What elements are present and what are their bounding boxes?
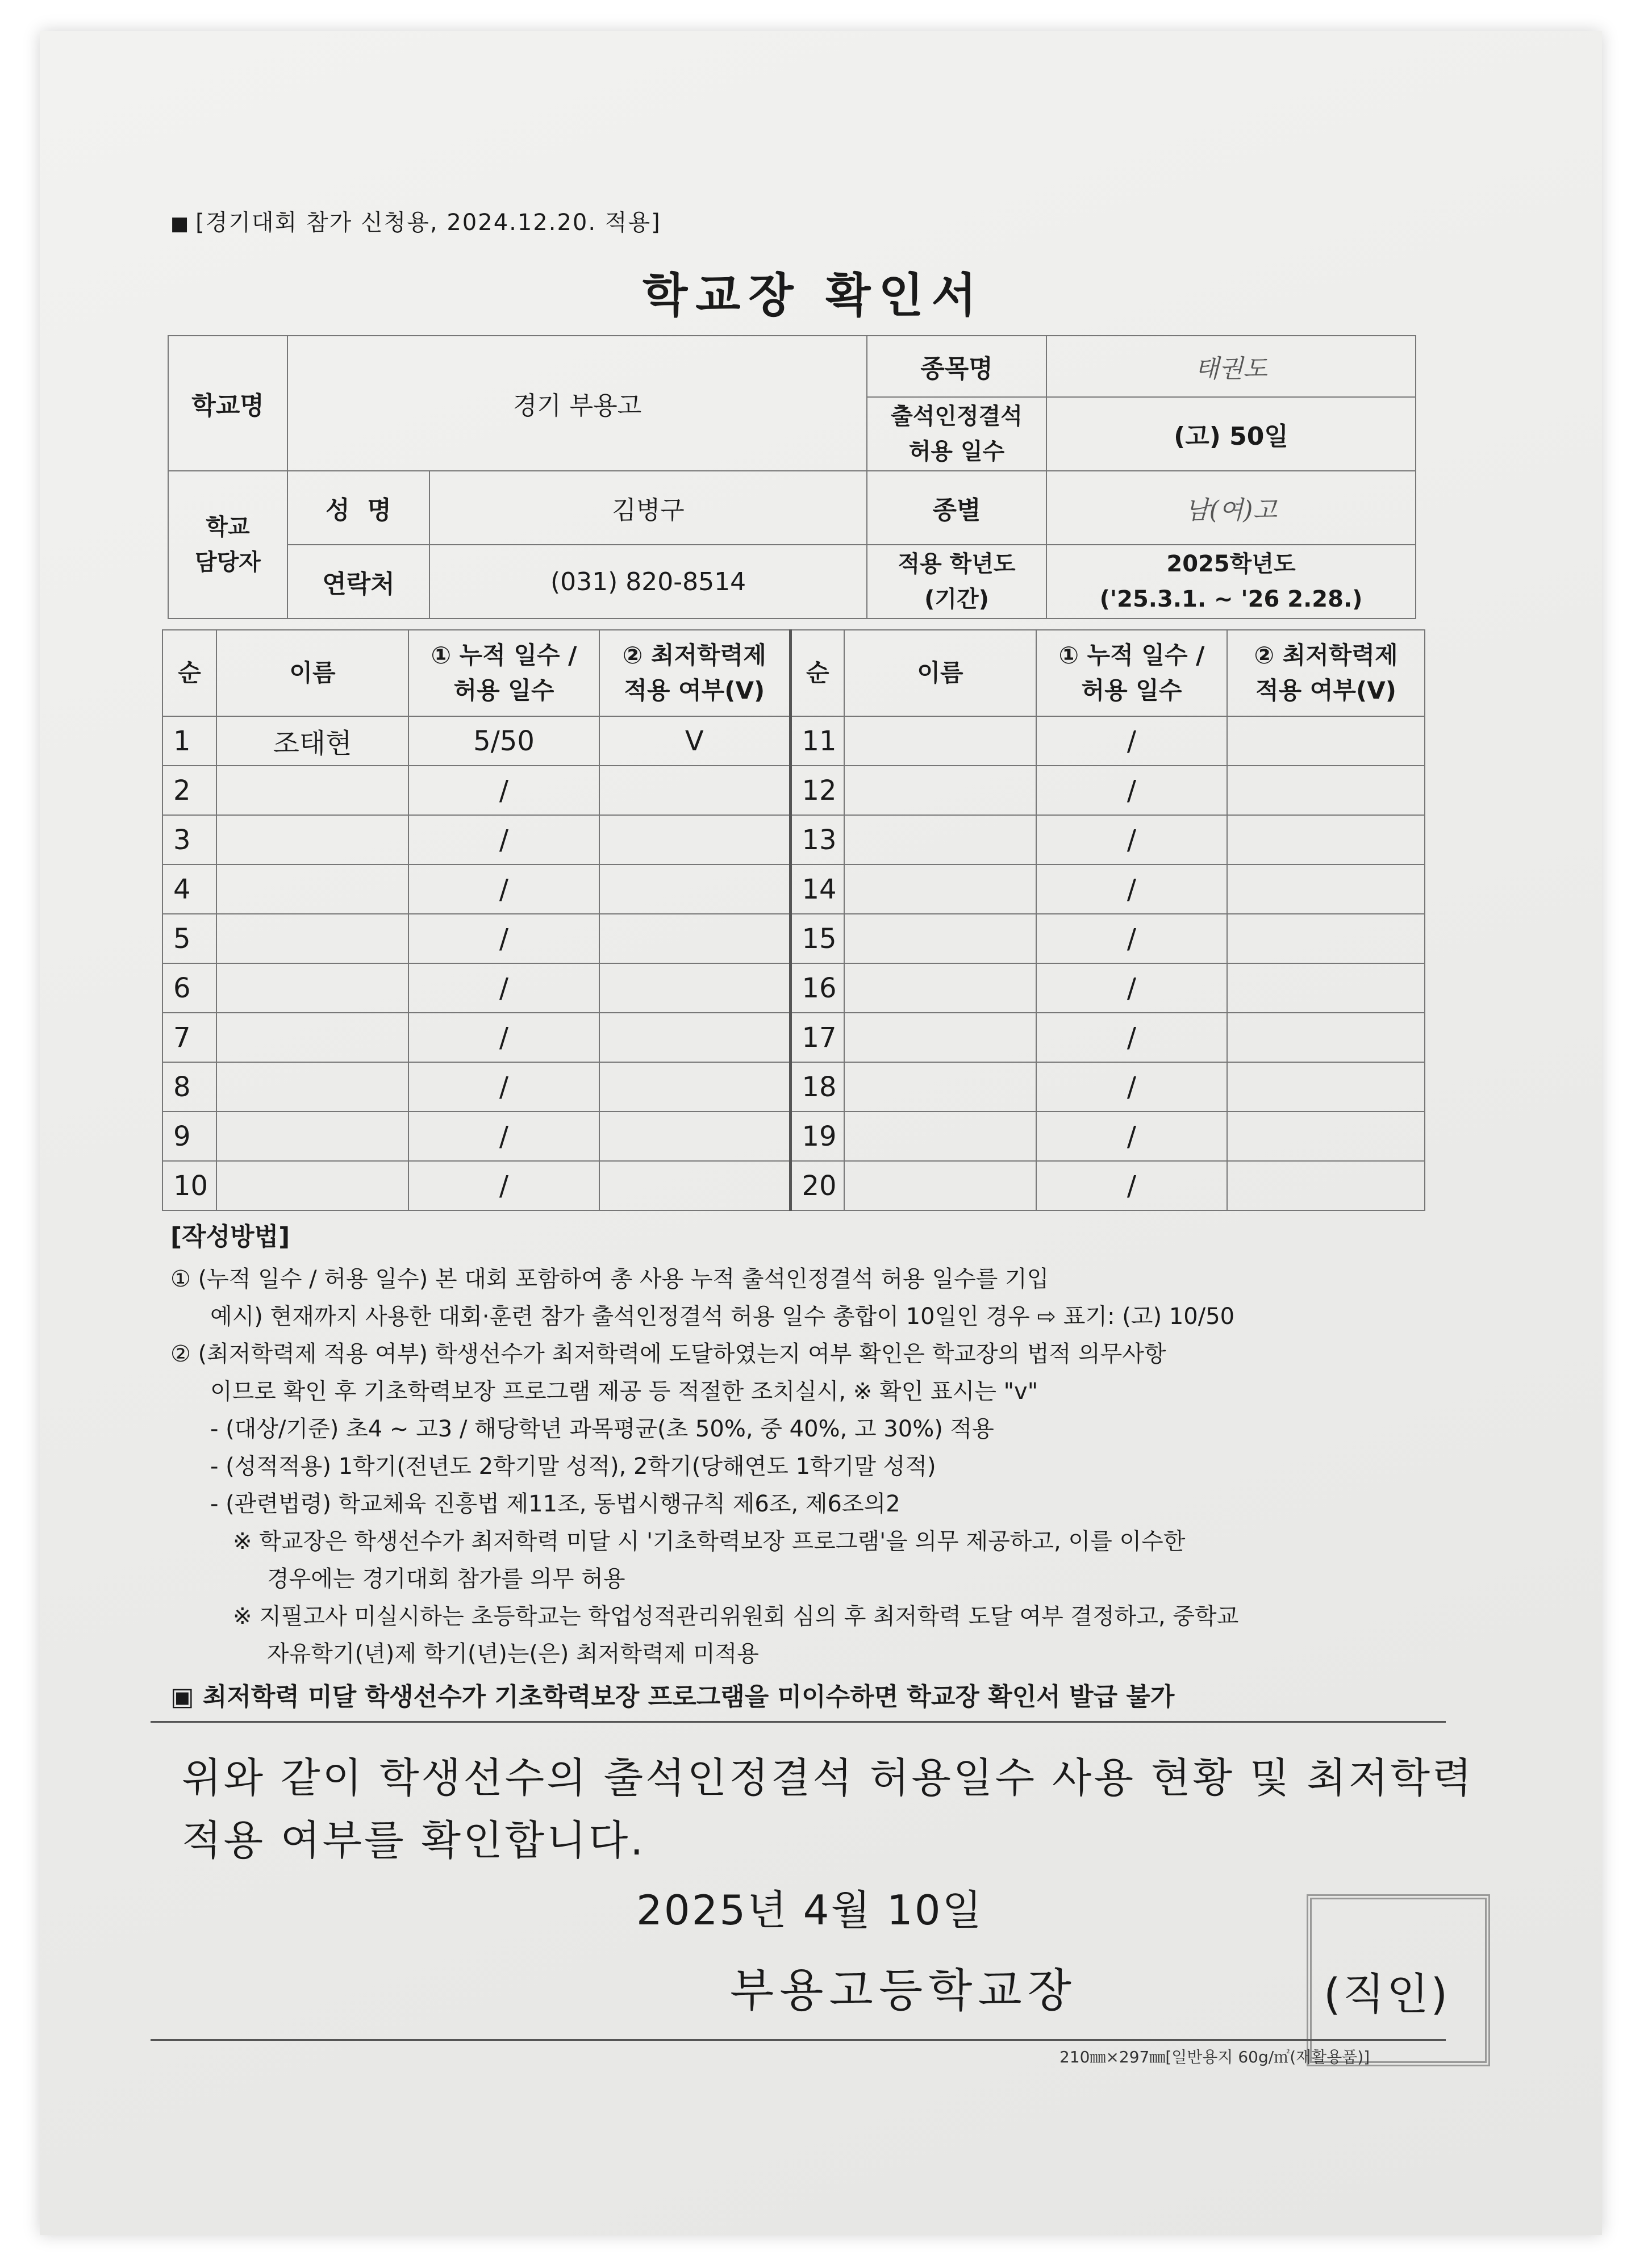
writing-method bbox=[170, 1218, 1449, 1716]
table-row bbox=[162, 963, 1425, 1013]
name-value: 김병구 bbox=[429, 471, 867, 545]
row-name bbox=[216, 766, 408, 815]
row-name bbox=[216, 1062, 408, 1112]
manager-label-line1: 학교 bbox=[206, 514, 250, 540]
row-min bbox=[599, 1013, 790, 1062]
row-min bbox=[1227, 914, 1425, 963]
row-name bbox=[844, 716, 1036, 766]
row-name bbox=[216, 815, 408, 864]
row-name bbox=[216, 1013, 408, 1062]
table-row bbox=[162, 815, 1425, 864]
row-days: / bbox=[408, 815, 599, 864]
sport-label: 종목명 bbox=[867, 336, 1046, 397]
row-days: / bbox=[408, 1062, 599, 1112]
table-row bbox=[162, 1013, 1425, 1062]
issue-date: 2025년 4월 10일 bbox=[636, 1886, 984, 1934]
row-name bbox=[216, 864, 408, 914]
row-name bbox=[844, 1161, 1036, 1210]
row-days: / bbox=[1036, 963, 1227, 1013]
year-label-line2: (기간) bbox=[924, 586, 989, 612]
year-value-line2: ('25.3.1. ~ '26 2.28.) bbox=[1099, 586, 1363, 612]
gender-value: 남(여)고 bbox=[1046, 471, 1416, 545]
row-number: 7 bbox=[162, 1013, 216, 1062]
year-label bbox=[867, 545, 1046, 619]
name-label: 성 명 bbox=[287, 471, 429, 545]
row-days: / bbox=[1036, 716, 1227, 766]
header-min bbox=[599, 630, 790, 716]
divider bbox=[151, 2039, 1446, 2041]
row-min bbox=[599, 1161, 790, 1210]
row-number: 12 bbox=[790, 766, 844, 815]
row-number: 17 bbox=[790, 1013, 844, 1062]
header-min-line1: ② 최저학력제 bbox=[622, 641, 766, 669]
manager-label-line2: 담당자 bbox=[195, 549, 261, 575]
header-days-line1: ① 누적 일수 / bbox=[1058, 641, 1205, 669]
row-min bbox=[1227, 1013, 1425, 1062]
row-number: 1 bbox=[162, 716, 216, 766]
row-days: / bbox=[408, 1112, 599, 1161]
row-name bbox=[844, 864, 1036, 914]
row-name bbox=[844, 815, 1036, 864]
header-days-line2: 허용 일수 bbox=[1081, 676, 1182, 704]
row-name bbox=[216, 914, 408, 963]
method-line: 이므로 확인 후 기초학력보장 프로그램 제공 등 적절한 조치실시, ※ 확인 표시는 "v" bbox=[210, 1379, 1038, 1405]
row-days: 5/50 bbox=[408, 716, 599, 766]
header-no: 순 bbox=[162, 630, 216, 716]
row-min bbox=[1227, 1161, 1425, 1210]
row-days: / bbox=[408, 1013, 599, 1062]
row-name bbox=[844, 766, 1036, 815]
header-note-text: [경기대회 참가 신청용, 2024.12.20. 적용] bbox=[195, 210, 661, 236]
method-line: ① (누적 일수 / 허용 일수) 본 대회 포함하여 총 사용 누적 출석인정결석 허용 일수를 기입 bbox=[170, 1266, 1049, 1292]
row-name bbox=[844, 914, 1036, 963]
year-value-line1: 2025학년도 bbox=[1166, 551, 1296, 577]
row-name bbox=[844, 1013, 1036, 1062]
row-min bbox=[599, 766, 790, 815]
row-days: / bbox=[1036, 766, 1227, 815]
table-row bbox=[162, 1112, 1425, 1161]
row-number: 13 bbox=[790, 815, 844, 864]
table-row bbox=[162, 716, 1425, 766]
allowed-days-value: (고) 50일 bbox=[1046, 397, 1416, 471]
header-days bbox=[1036, 630, 1227, 716]
allowed-days-label bbox=[867, 397, 1046, 471]
row-name bbox=[844, 1112, 1036, 1161]
row-days: / bbox=[408, 766, 599, 815]
allowed-days-label-line2: 허용 일수 bbox=[908, 438, 1005, 465]
square-bullet-icon: ■ bbox=[170, 212, 190, 235]
info-table bbox=[168, 335, 1416, 619]
gender-label: 종별 bbox=[867, 471, 1046, 545]
arrow-box-icon: ▣ bbox=[170, 1682, 203, 1711]
row-number: 10 bbox=[162, 1161, 216, 1210]
row-days: / bbox=[408, 914, 599, 963]
row-min bbox=[1227, 766, 1425, 815]
seal-label: (직인) bbox=[1324, 1969, 1450, 2019]
row-min bbox=[1227, 963, 1425, 1013]
row-min: V bbox=[599, 716, 790, 766]
row-days: / bbox=[1036, 1161, 1227, 1210]
row-min bbox=[599, 1112, 790, 1161]
method-line: - (성적적용) 1학기(전년도 2학기말 성적), 2학기(당해연도 1학기말 성적) bbox=[210, 1453, 936, 1480]
header-days-line2: 허용 일수 bbox=[453, 676, 554, 704]
row-days: / bbox=[408, 1161, 599, 1210]
confirmation-line2: 적용 여부를 확인합니다. bbox=[182, 1816, 646, 1864]
allowed-days-label-line1: 출석인정결석 bbox=[891, 403, 1023, 429]
row-days: / bbox=[1036, 815, 1227, 864]
row-name bbox=[216, 1161, 408, 1210]
method-line: ② (최저학력제 적용 여부) 학생선수가 최저학력에 도달하였는지 여부 확인은 학교장의 법적 의무사항 bbox=[170, 1341, 1166, 1367]
row-min bbox=[1227, 1112, 1425, 1161]
row-min bbox=[1227, 716, 1425, 766]
method-line: - (대상/기준) 초4 ~ 고3 / 해당학년 과목평균(초 50%, 중 40%, 고 30%) 적용 bbox=[210, 1416, 994, 1442]
divider bbox=[151, 1721, 1446, 1723]
row-name bbox=[216, 963, 408, 1013]
row-days: / bbox=[1036, 864, 1227, 914]
manager-label bbox=[168, 471, 287, 619]
row-number: 2 bbox=[162, 766, 216, 815]
row-name: 조태현 bbox=[216, 716, 408, 766]
header-min-line2: 적용 여부(V) bbox=[1255, 676, 1396, 704]
header-min-line2: 적용 여부(V) bbox=[624, 676, 765, 704]
table-row bbox=[162, 1161, 1425, 1210]
row-number: 8 bbox=[162, 1062, 216, 1112]
row-number: 18 bbox=[790, 1062, 844, 1112]
roster-table bbox=[162, 629, 1425, 1211]
row-number: 20 bbox=[790, 1161, 844, 1210]
row-days: / bbox=[1036, 1112, 1227, 1161]
row-number: 6 bbox=[162, 963, 216, 1013]
row-min bbox=[1227, 1062, 1425, 1112]
row-name bbox=[216, 1112, 408, 1161]
row-min bbox=[1227, 815, 1425, 864]
row-number: 11 bbox=[790, 716, 844, 766]
row-min bbox=[599, 815, 790, 864]
method-line: 경우에는 경기대회 참가를 의무 허용 bbox=[267, 1566, 625, 1592]
contact-value: (031) 820-8514 bbox=[429, 545, 867, 619]
school-label: 학교명 bbox=[168, 336, 287, 471]
header-min-line1: ② 최저학력제 bbox=[1254, 641, 1398, 669]
method-line: - (관련법령) 학교체육 진흥법 제11조, 동법시행규칙 제6조, 제6조의2 bbox=[210, 1491, 900, 1517]
table-row bbox=[162, 864, 1425, 914]
method-line: ※ 학교장은 학생선수가 최저학력 미달 시 '기초학력보장 프로그램'을 의무 제공하고, 이를 이수한 bbox=[233, 1528, 1186, 1555]
row-min bbox=[599, 963, 790, 1013]
table-row bbox=[162, 914, 1425, 963]
header-no: 순 bbox=[790, 630, 844, 716]
paper-spec-note: 210㎜×297㎜[일반용지 60g/㎡(재활용품)] bbox=[1059, 2048, 1370, 2066]
warning-text: 최저학력 미달 학생선수가 기초학력보장 프로그램을 미이수하면 학교장 확인서 발급 불가 bbox=[202, 1682, 1175, 1711]
row-days: / bbox=[408, 963, 599, 1013]
row-days: / bbox=[1036, 1013, 1227, 1062]
row-days: / bbox=[1036, 914, 1227, 963]
method-heading: [작성방법] bbox=[170, 1222, 290, 1251]
row-number: 9 bbox=[162, 1112, 216, 1161]
header-days bbox=[408, 630, 599, 716]
header-name: 이름 bbox=[216, 630, 408, 716]
row-number: 15 bbox=[790, 914, 844, 963]
row-number: 19 bbox=[790, 1112, 844, 1161]
warning-line bbox=[170, 1678, 1449, 1716]
row-days: / bbox=[1036, 1062, 1227, 1112]
confirmation-line1: 위와 같이 학생선수의 출석인정결석 허용일수 사용 현황 및 최저학력 bbox=[182, 1754, 1474, 1802]
contact-label: 연락처 bbox=[287, 545, 429, 619]
row-number: 3 bbox=[162, 815, 216, 864]
school-value: 경기 부용고 bbox=[287, 336, 867, 471]
header-days-line1: ① 누적 일수 / bbox=[431, 641, 577, 669]
row-days: / bbox=[408, 864, 599, 914]
table-row bbox=[162, 1062, 1425, 1112]
document-title: 학교장 확인서 bbox=[643, 269, 984, 323]
row-name bbox=[844, 1062, 1036, 1112]
method-line: 자유학기(년)제 학기(년)는(은) 최저학력제 미적용 bbox=[267, 1641, 759, 1667]
row-min bbox=[1227, 864, 1425, 914]
header-name: 이름 bbox=[844, 630, 1036, 716]
row-number: 4 bbox=[162, 864, 216, 914]
row-number: 5 bbox=[162, 914, 216, 963]
table-row bbox=[162, 766, 1425, 815]
row-min bbox=[599, 1062, 790, 1112]
method-line: 예시) 현재까지 사용한 대회·훈련 참가 출석인정결석 허용 일수 총합이 10일인 경우 ⇨ 표기: (고) 10/50 bbox=[210, 1304, 1235, 1330]
row-min bbox=[599, 864, 790, 914]
sport-value: 태권도 bbox=[1046, 336, 1416, 397]
header-note bbox=[170, 204, 661, 237]
row-number: 14 bbox=[790, 864, 844, 914]
method-line: ※ 지필고사 미실시하는 초등학교는 학업성적관리위원회 심의 후 최저학력 도달 여부 결정하고, 중학교 bbox=[233, 1603, 1239, 1630]
header-min bbox=[1227, 630, 1425, 716]
row-name bbox=[844, 963, 1036, 1013]
row-min bbox=[599, 914, 790, 963]
principal-name: 부용고등학교장 bbox=[730, 1964, 1077, 2017]
confirmation-statement bbox=[182, 1747, 1474, 1872]
row-number: 16 bbox=[790, 963, 844, 1013]
year-value bbox=[1046, 545, 1416, 619]
year-label-line1: 적용 학년도 bbox=[898, 551, 1016, 577]
